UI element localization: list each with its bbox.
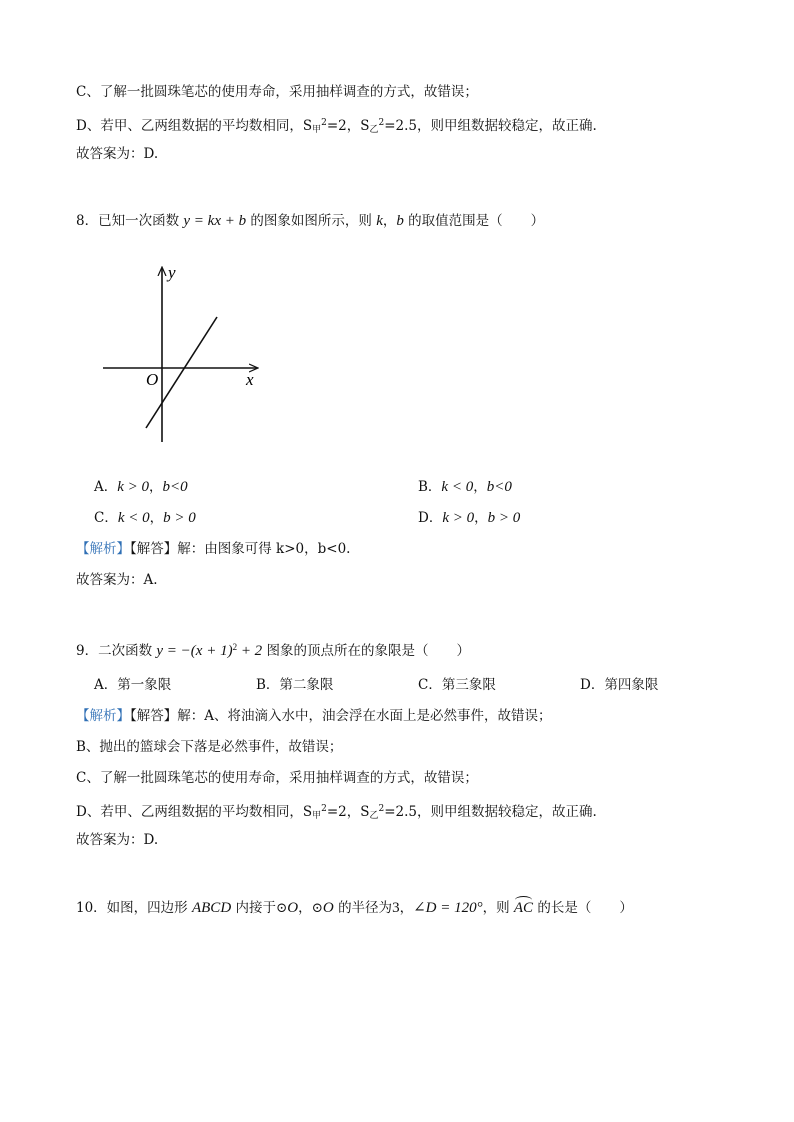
x-axis-label: x	[246, 370, 254, 389]
q9-stem: 9．二次函数 $y = -(x + 1)^2 + 2$ 图象的顶点所在的象限是（ ）	[76, 642, 470, 659]
q8-number-text: 8．已知一次函数	[76, 213, 180, 229]
prev-d-text-after: =2.5，则甲组数据较稳定，故正确.	[384, 118, 597, 134]
q8-stem-text: 的图象如图所示，则	[250, 213, 372, 229]
q8-analysis-tag: 【解析】	[76, 541, 130, 557]
prev-option-c-line: C、了解一批圆珠笔芯的使用寿命，采用抽样调查的方式，故错误；	[76, 84, 478, 100]
q9-analysis-tag: 【解析】	[76, 708, 130, 724]
q9-option-c[interactable]: C．第三象限	[418, 677, 496, 693]
q10-number-text: 10．如图，四边形	[76, 900, 188, 916]
q8-stem: 8．已知一次函数 y = kx + b 的图象如图所示，则 k，b 的取值范围是（ ）	[76, 213, 545, 229]
q9-solution-a: 【解析】【解答】解：A、将油滴入水中，油会浮在水面上是必然事件，故错误；	[76, 708, 552, 724]
q8-b-symbol: b	[396, 213, 404, 229]
q8-equation: y = kx + b	[183, 213, 247, 229]
prev-d-sub-jia: 甲	[312, 125, 322, 135]
q8-k-symbol: k	[376, 213, 383, 229]
q9-solution-b: B、抛出的篮球会下落是必然事件，故错误；	[76, 739, 343, 755]
prev-d-sub-yi: 乙	[369, 125, 379, 135]
q8-answer: 故答案为：A.	[76, 572, 158, 588]
prev-d-text-mid: =2，S	[326, 118, 370, 134]
q9-number-text: 9．二次函数	[76, 643, 153, 659]
q9-stem-text: 图象的顶点所在的象限是（	[266, 643, 429, 659]
q9-option-b[interactable]: B．第二象限	[256, 677, 334, 693]
prev-option-d-line: D、若甲、乙两组数据的平均数相同，$S_甲^2=2$，$S_乙^2=2.5$，则甲组数据较稳定，故正确.	[76, 118, 597, 135]
prev-answer: 故答案为：D.	[76, 146, 159, 162]
q9-solution-c: C、了解一批圆珠笔芯的使用寿命，采用抽样调查的方式，故错误；	[76, 770, 478, 786]
y-axis-label: y	[168, 263, 176, 282]
q10-radius: 3	[392, 900, 400, 916]
q9-answer: 故答案为：D.	[76, 832, 159, 848]
q9-option-d[interactable]: D．第四象限	[580, 677, 659, 693]
prev-d-text-before: D、若甲、乙两组数据的平均数相同，S	[76, 118, 313, 134]
q10-quadrilateral: ABCD	[191, 900, 232, 916]
q10-arc-mark	[515, 896, 532, 904]
q8-option-a[interactable]: A．k > 0，b<0	[94, 479, 188, 495]
q8-option-b[interactable]: B．k < 0，b<0	[418, 479, 512, 495]
q8-option-c[interactable]: C．k < 0，b > 0	[94, 510, 196, 526]
q9-equation: $y = -(x + 1)^2 + 2$	[156, 642, 263, 659]
q10-angle: ∠D = 120°	[413, 900, 483, 916]
q8-solution: 【解析】【解答】解：由图象可得 k>0，b<0.	[76, 541, 351, 557]
q8-option-d[interactable]: D．k > 0，b > 0	[418, 510, 521, 526]
q10-stem: 10．如图，四边形 ABCD 内接于⊙O，⊙O 的半径为3，∠D = 120°，则 AC 的长是（ ）	[76, 899, 633, 917]
q9-solution-d: D、若甲、乙两组数据的平均数相同，$S_甲^2=2$，$S_乙^2=2.5$，则甲组数据较稳定，故正确.	[76, 804, 597, 821]
q8-function-graph	[100, 258, 265, 444]
q9-option-a[interactable]: A．第一象限	[94, 677, 172, 693]
origin-label: O	[146, 370, 159, 389]
q10-arc: AC	[514, 899, 533, 917]
q8-stem-tail: 的取值范围是（	[408, 213, 503, 229]
